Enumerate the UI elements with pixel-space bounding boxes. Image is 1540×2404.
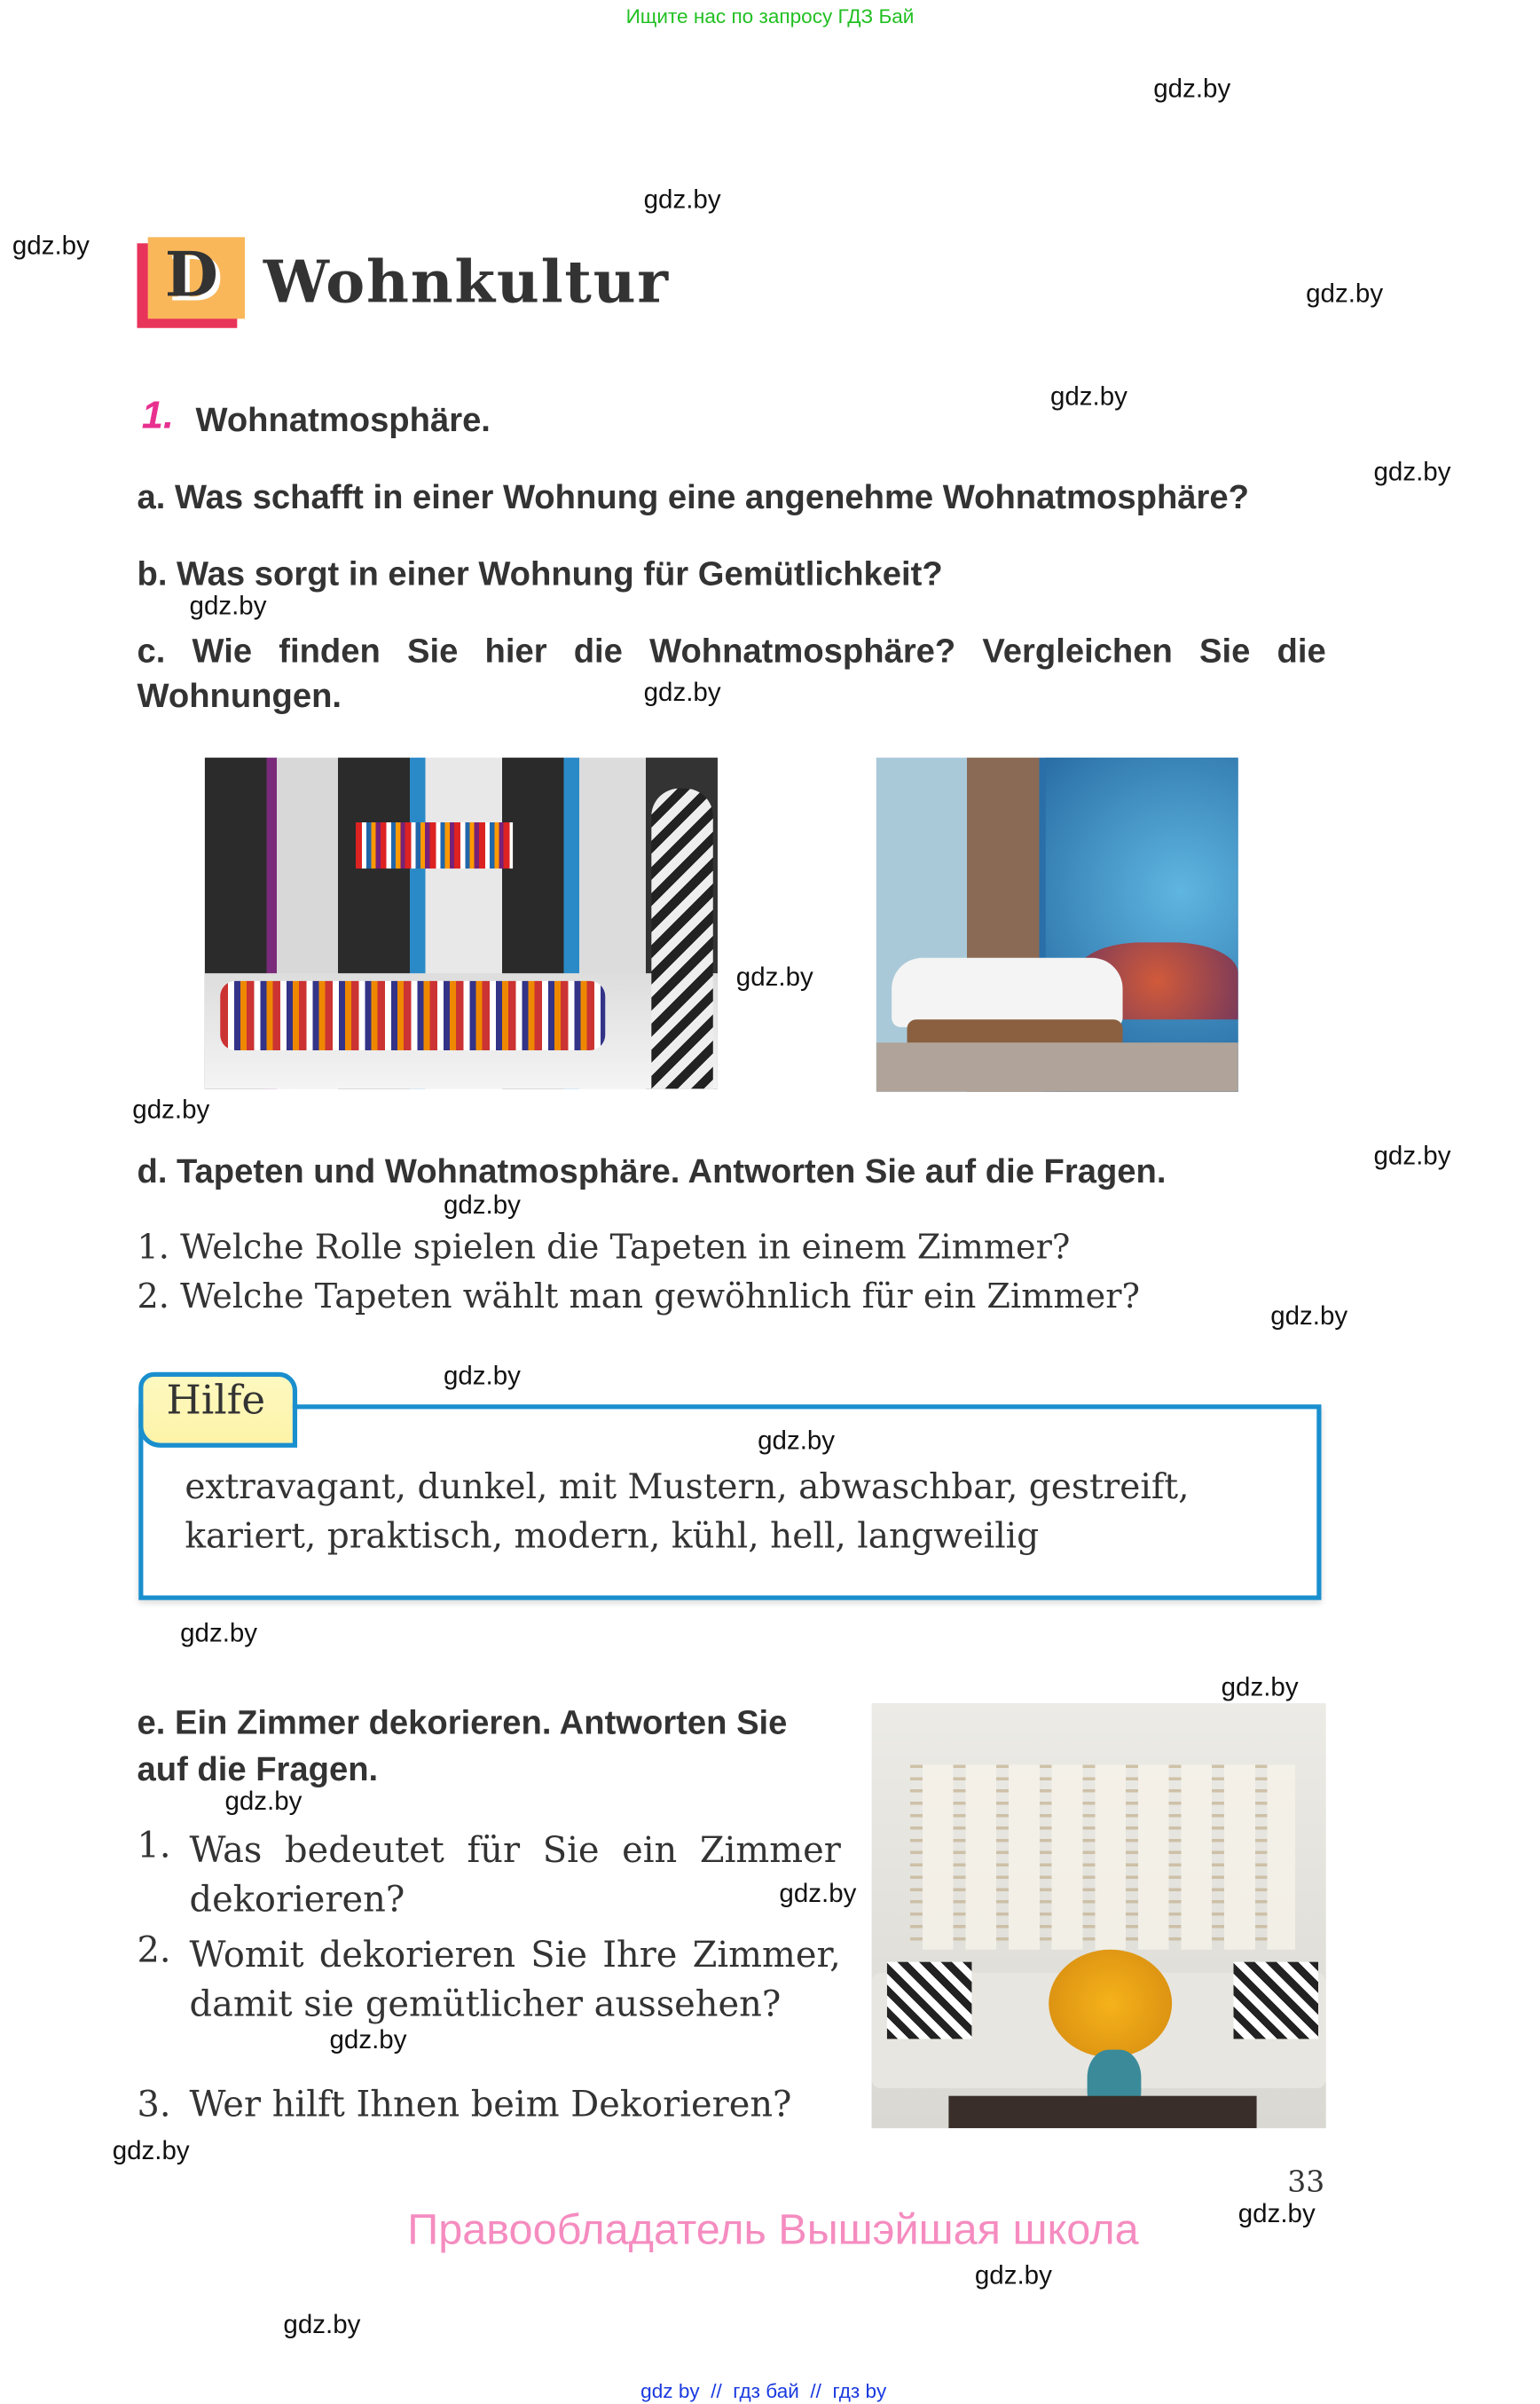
watermark: gdz.by	[12, 231, 90, 261]
exercise-title: Wohnatmosphäre.	[195, 400, 491, 439]
question-d-item-2: 2. Welche Tapeten wählt man gewöhnlich für ein Zimmer?	[137, 1277, 1140, 1317]
top-banner[interactable]: Ищите нас по запросу ГДЗ Бай	[625, 4, 915, 28]
watermark: gdz.by	[180, 1618, 258, 1648]
hilfe-words-line-2: kariert, praktisch, modern, kühl, hell, langweilig	[185, 1516, 1040, 1558]
watermark: gdz.by	[758, 1426, 836, 1456]
section-letter: D	[164, 239, 218, 311]
watermark: gdz.by	[1153, 74, 1231, 104]
question-e-item-2: Womit dekorieren Sie Ihre Zimmer, damit sie gemütlicher aussehen?	[189, 1936, 841, 2025]
question-e: e. Ein Zimmer dekorieren. Antworten Sie auf die Fragen.	[137, 1703, 788, 1788]
watermark: gdz.by	[1238, 2199, 1316, 2228]
question-d: d. Tapeten und Wohnatmosphäre. Antworten Sie auf die Fragen.	[137, 1151, 1167, 1190]
watermark: gdz.by	[112, 2135, 190, 2165]
watermark: gdz.by	[224, 1786, 302, 1816]
watermark: gdz.by	[974, 2260, 1052, 2290]
watermark: gdz.by	[283, 2310, 361, 2339]
watermark: gdz.by	[443, 1361, 521, 1391]
question-c: c. Wie finden Sie hier die Wohnatmosphäre? Vergleichen Sie die Wohnungen.	[137, 631, 1326, 715]
page-number: 33	[1287, 2164, 1325, 2200]
watermark: gdz.by	[329, 2024, 407, 2054]
hilfe-words-line-1: extravagant, dunkel, mit Mustern, abwaschbar, gestreift,	[185, 1467, 1190, 1508]
photo-striped-living-room	[205, 758, 718, 1088]
photo-decorated-wall	[872, 1703, 1326, 2128]
question-e-number-1: 1.	[137, 1826, 171, 1867]
question-d-item-1: 1. Welche Rolle spielen die Tapeten in einem Zimmer?	[137, 1229, 1071, 1268]
watermark: gdz.by	[443, 1190, 521, 1220]
exercise-number: 1.	[141, 394, 174, 438]
watermark: gdz.by	[643, 677, 721, 707]
watermark: gdz.by	[735, 962, 813, 992]
watermark: gdz.by	[1306, 279, 1384, 309]
watermark: gdz.by	[643, 185, 721, 215]
watermark: gdz.by	[779, 1878, 857, 1908]
watermark: gdz.by	[132, 1095, 210, 1125]
watermark: gdz.by	[1049, 381, 1128, 412]
question-b: b. Was sorgt in einer Wohnung für Gemütlichkeit?	[137, 554, 943, 593]
watermark: gdz.by	[1270, 1300, 1348, 1331]
copyright-notice: Правообладатель Вышэйшая школа	[407, 2204, 1139, 2253]
hilfe-label: Hilfe	[166, 1378, 266, 1425]
question-e-number-3: 3.	[137, 2085, 171, 2125]
watermark: gdz.by	[189, 591, 267, 621]
question-a: a. Was schafft in einer Wohnung eine angenehme Wohnatmosphäre?	[137, 477, 1249, 516]
question-e-number-2: 2.	[137, 1930, 171, 1972]
watermark: gdz.by	[1373, 1141, 1451, 1171]
photo-aquarium-bedroom	[876, 758, 1238, 1092]
watermark: gdz.by	[1221, 1672, 1299, 1702]
question-e-item-3: Wer hilft Ihnen beim Dekorieren?	[189, 2085, 792, 2125]
watermark: gdz.by	[1373, 457, 1451, 487]
footer-links[interactable]: gdz by // гдз бай // гдз by	[640, 2379, 887, 2403]
section-title: Wohnkultur	[263, 246, 670, 316]
question-e-item-1: Was bedeutet für Sie ein Zimmer dekorieren?	[189, 1831, 841, 1921]
